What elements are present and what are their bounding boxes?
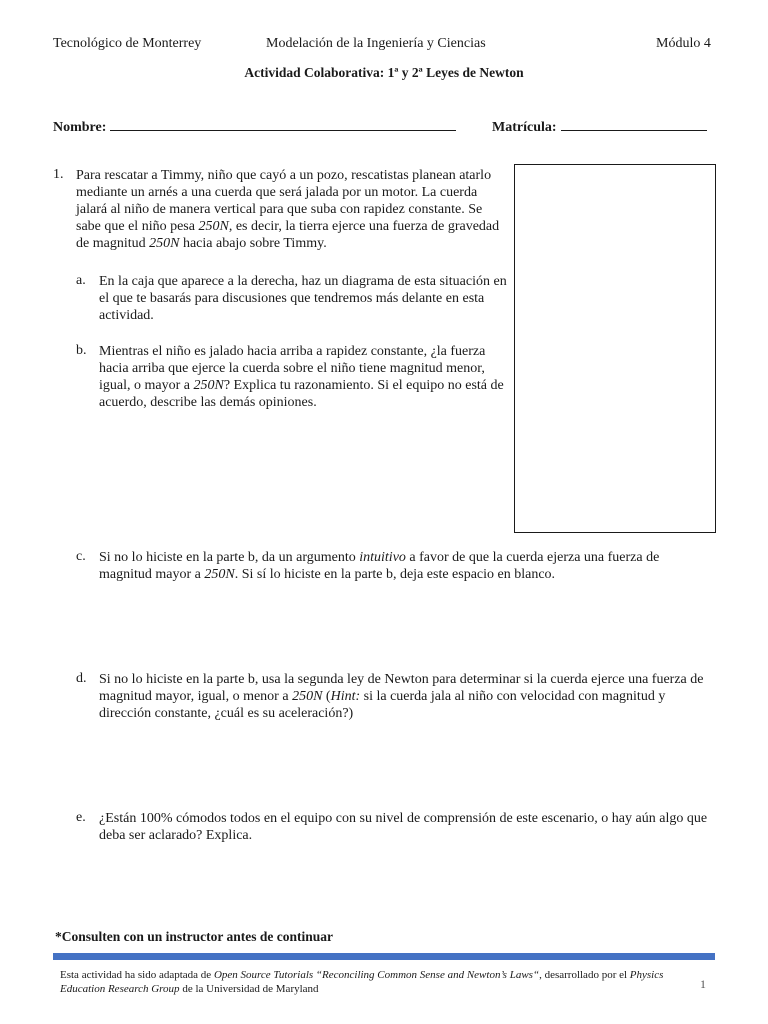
item-e-letter: e. (76, 810, 86, 825)
footer-credit: Esta actividad ha sido adaptada de Open Source Tutorials “Reconciling Common Sense and Newton’s Laws“, desarrollado por el Physics Education Research Group de la Universidad de Maryland (60, 969, 664, 995)
header-module: Módulo 4 (656, 36, 711, 51)
name-label: Nombre: (53, 120, 107, 135)
item-d-letter: d. (76, 671, 87, 686)
question-number: 1. (53, 167, 64, 182)
item-d-text: Si no lo hiciste en la parte b, usa la segunda ley de Newton para determinar si la cuerda ejerce una fuerza de magnitud mayor, igual, o menor a 250N (Hint: si la cuerda jala al niño con velocidad con magnitud y dirección constante, ¿cuál es su aceleración?) (99, 672, 704, 721)
header-course: Modelación de la Ingeniería y Ciencias (266, 36, 486, 51)
item-a-text: En la caja que aparece a la derecha, haz un diagrama de esta situación en el que te basarás para discusiones que tendremos más delante en esta actividad. (99, 274, 507, 323)
id-field (492, 116, 707, 136)
id-label: Matrícula: (492, 120, 557, 135)
footer-accent-bar (53, 953, 715, 960)
question-1-text: Para rescatar a Timmy, niño que cayó a un pozo, rescatistas planean atarlo mediante un arnés a una cuerda que será jalada por un motor. La cuerda jalará al niño de manera vertical para que suba con rapidez constante. Se sabe que el niño pesa 250N, es decir, la tierra ejerce una fuerza de gravedad de magnitud 250N hacia abajo sobre Timmy. (76, 168, 500, 251)
name-field (53, 116, 456, 136)
consult-instructor-note: *Consulten con un instructor antes de continuar (55, 929, 334, 944)
id-blank-line (561, 116, 707, 131)
name-blank-line (110, 116, 456, 131)
page-number: 1 (700, 977, 706, 991)
item-b-letter: b. (76, 343, 87, 358)
item-c-letter: c. (76, 549, 86, 564)
item-e-text: ¿Están 100% cómodos todos en el equipo con su nivel de comprensión de este escenario, o hay aún algo que deba ser aclarado? Explica. (99, 811, 708, 843)
item-b-text: Mientras el niño es jalado hacia arriba a rapidez constante, ¿la fuerza hacia arriba que ejerce la cuerda sobre el niño tiene magnitud menor, igual, o mayor a 250N? Explica tu razonamiento. Si el equipo no está de acuerdo, describe las demás opiniones. (99, 344, 504, 410)
header-institution: Tecnológico de Monterrey (53, 36, 202, 51)
item-a-letter: a. (76, 273, 86, 288)
item-c-text: Si no lo hiciste en la parte b, da un argumento intuitivo a favor de que la cuerda ejerza una fuerza de magnitud mayor a 250N. Si sí lo hiciste en la parte b, deja este espacio en blanco. (99, 550, 660, 582)
diagram-answer-box[interactable] (514, 164, 716, 533)
page-title: Actividad Colaborativa: 1ª y 2ª Leyes de Newton (244, 65, 524, 80)
